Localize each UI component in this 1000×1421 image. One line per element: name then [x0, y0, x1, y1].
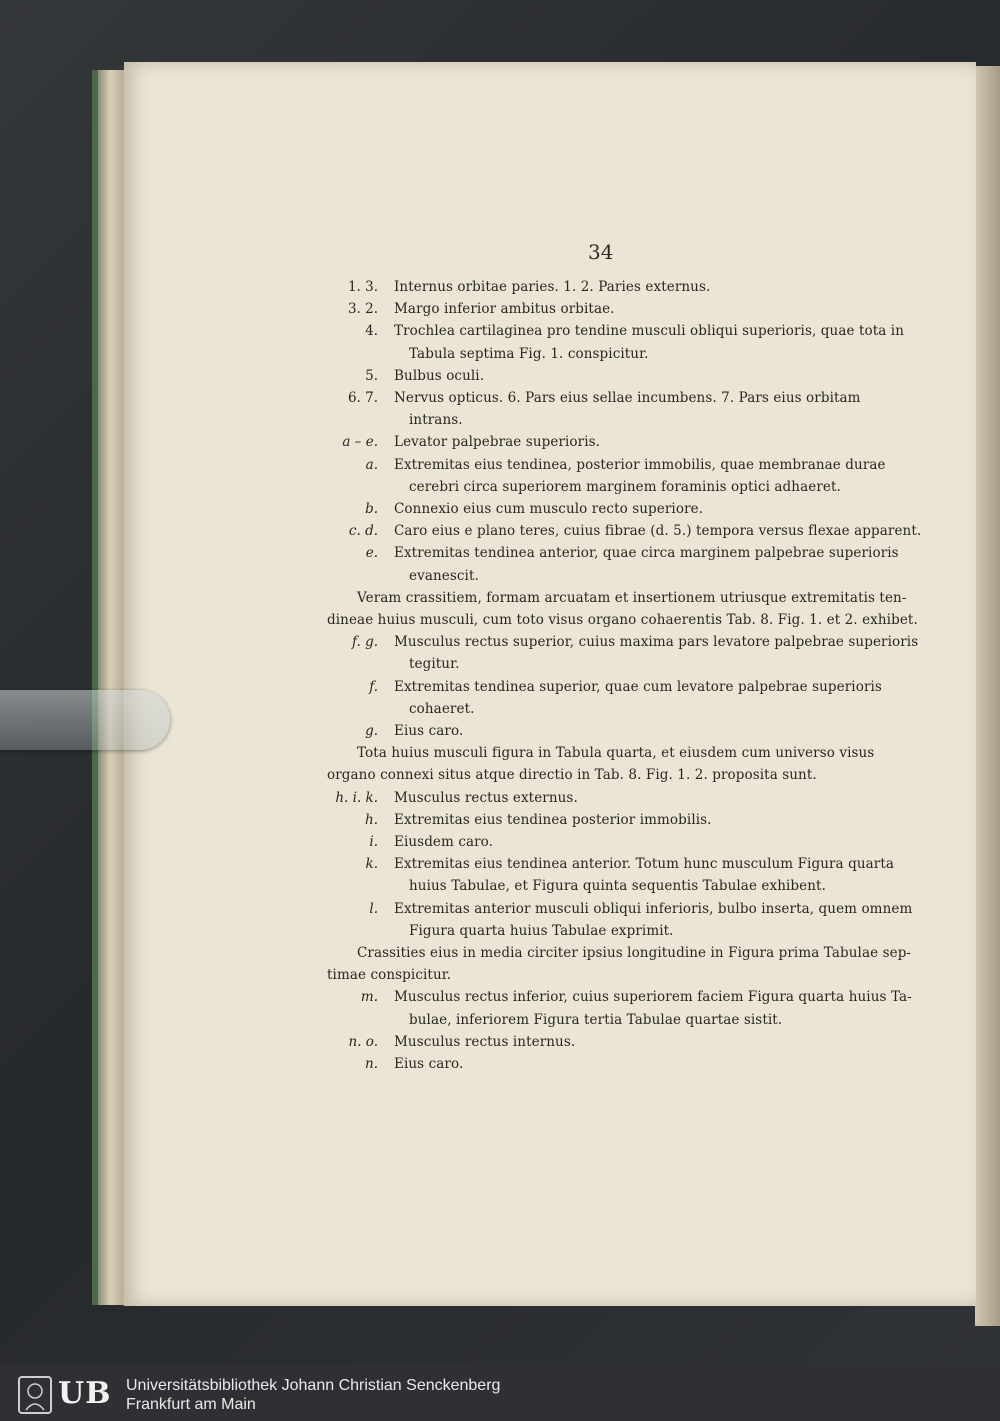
entry-ref: c. d. — [348, 523, 378, 540]
footer-library-name: Universitätsbibliothek Johann Christian Senckenberg — [126, 1377, 501, 1394]
book-fore-edge — [975, 66, 1000, 1326]
seal-icon — [18, 1376, 52, 1414]
entry-line: Musculus rectus superior, cuius maxima pars levatore palpebrae superioris — [394, 634, 919, 651]
entry-ref: 3. 2. — [347, 301, 378, 318]
entry-line: Figura quarta huius Tabulae exprimit. — [409, 922, 674, 939]
entry-ref: 5. — [365, 367, 378, 384]
entry-line: bulae, inferiorem Figura tertia Tabulae quartae sistit. — [409, 1011, 783, 1028]
entry-ref: k. — [365, 856, 378, 873]
entry-ref: a. — [365, 456, 378, 473]
glass-page-weight — [0, 690, 170, 750]
paragraph-line: timae conspicitur. — [327, 967, 452, 984]
entry-line: tegitur. — [409, 656, 460, 673]
entry-line: Extremitas anterior musculi obliqui inferioris, bulbo inserta, quem omnem — [394, 900, 913, 917]
entry-line: Connexio eius cum musculo recto superiore. — [394, 501, 704, 517]
entry-line: cerebri circa superiorem marginem foraminis optici adhaeret. — [409, 478, 841, 495]
entry-line: Extremitas eius tendinea anterior. Totum hunc musculum Figura quarta — [394, 856, 895, 873]
paragraph-line: dineae huius musculi, cum toto visus organo cohaerentis Tab. 8. Fig. 1. et 2. exhibet. — [327, 612, 918, 628]
entry-ref: 6. 7. — [347, 390, 378, 406]
entry-ref: 1. 3. — [347, 279, 378, 295]
entry-line: Caro eius e plano teres, cuius fibrae (d. 5.) tempora versus flexae apparent. — [394, 523, 922, 540]
entry-line: huius Tabulae, et Figura quinta sequentis Tabulae exhibent. — [409, 878, 826, 895]
entry-ref: f. — [369, 678, 378, 695]
entry-line: Extremitas eius tendinea posterior immobilis. — [394, 811, 712, 828]
entry-line: Tabula septima Fig. 1. conspicitur. — [409, 345, 649, 362]
entry-ref: n. o. — [348, 1033, 378, 1050]
entry-line: Internus orbitae paries. 1. 2. Paries externus. — [394, 279, 711, 295]
paragraph-line: Veram crassitiem, formam arcuatam et insertionem utriusque extremitatis ten- — [357, 589, 907, 606]
entry-line: Extremitas eius tendinea, posterior immobilis, quae membranae durae — [394, 456, 886, 473]
entry-line: intrans. — [409, 412, 463, 429]
paragraph-line: Tota huius musculi figura in Tabula quarta, et eiusdem cum universo visus — [357, 745, 875, 762]
entry-line: Extremitas tendinea superior, quae cum levatore palpebrae superioris — [394, 678, 882, 695]
entry-ref: b. — [365, 501, 378, 517]
entry-line: cohaeret. — [409, 700, 475, 717]
entry-line: Trochlea cartilaginea pro tendine musculi obliqui superioris, quae tota in — [394, 323, 904, 340]
entry-line: Musculus rectus internus. — [394, 1033, 576, 1050]
footer-city: Frankfurt am Main — [126, 1396, 256, 1413]
entry-line: Eiusdem caro. — [394, 834, 494, 850]
entry-ref: g. — [365, 723, 378, 739]
entry-ref: h. — [365, 811, 378, 828]
logo-ub-text: UB — [58, 1376, 112, 1411]
entry-line: Extremitas tendinea anterior, quae circa marginem palpebrae superioris — [394, 545, 899, 562]
entry-line: Bulbus oculi. — [394, 367, 485, 384]
entry-ref: f. g. — [351, 634, 378, 651]
entry-line: evanescit. — [409, 567, 479, 584]
entry-ref: n. — [365, 1056, 378, 1072]
paragraph-line: organo connexi situs atque directio in Tab. 8. Fig. 1. 2. proposita sunt. — [327, 767, 817, 784]
entry-ref: l. — [369, 900, 378, 917]
entry-line: Margo inferior ambitus orbitae. — [394, 301, 615, 318]
entry-ref: m. — [360, 989, 378, 1006]
entry-line: Levator palpebrae superioris. — [394, 434, 601, 451]
entry-line: Musculus rectus inferior, cuius superiorem faciem Figura quarta huius Ta- — [394, 989, 912, 1006]
entry-ref: i. — [369, 834, 378, 850]
entry-line: Eius caro. — [394, 1056, 464, 1072]
entry-ref: 4. — [365, 323, 378, 340]
entry-line: Nervus opticus. 6. Pars eius sellae incumbens. 7. Pars eius orbitam — [394, 390, 861, 406]
entry-ref: a – e. — [342, 434, 378, 451]
library-logo — [18, 1376, 118, 1414]
page-number: 34 — [588, 240, 614, 264]
paragraph-line: Crassities eius in media circiter ipsius longitudine in Figura prima Tabulae sep- — [357, 945, 912, 961]
entry-ref: h. i. k. — [335, 789, 378, 806]
entry-line: Musculus rectus externus. — [394, 789, 578, 806]
entry-line: Eius caro. — [394, 723, 464, 739]
entry-ref: e. — [365, 545, 378, 562]
